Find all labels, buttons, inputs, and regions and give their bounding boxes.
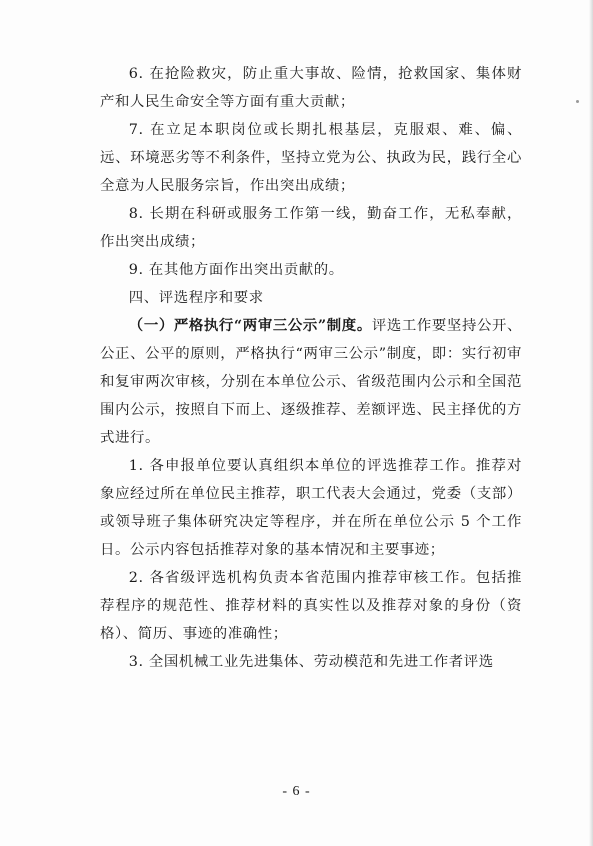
paragraph-item-6: 6. 在抢险救灾，防止重大事故、险情，抢救国家、集体财产和人民生命安全等方面有重大贡献； (100, 66, 522, 110)
subsection-body: 评选工作要坚持公开、公正、公平的原则，严格执行“两审三公示”制度，即：实行初审和复审两次审核，分别在本单位公示、省级范围内公示和全国范围内公示，按照自下而上、逐级推荐、差额评选、民主择优的方式进行。 (100, 318, 522, 446)
subsection-paragraph (100, 312, 522, 452)
procedure-item-3: 3. 全国机械工业先进集体、劳动模范和先进工作者评选 (128, 654, 494, 670)
paragraph-item-7: 7. 在立足本职岗位或长期扎根基层，克服艰、难、偏、远、环境恶劣等不利条件，坚持立党为公、执政为民，践行全心全意为人民服务宗旨，作出突出成绩； (100, 122, 522, 194)
procedure-item-2: 2. 各省级评选机构负责本省范围内推荐审核工作。包括推荐程序的规范性、推荐材料的真实性以及推荐对象的身份（资格）、简历、事迹的准确性； (100, 570, 522, 642)
page-number: - 6 - (282, 784, 311, 799)
paragraph-item-9: 9. 在其他方面作出突出贡献的。 (128, 262, 344, 278)
paragraph-item-8: 8. 长期在科研或服务工作第一线，勤奋工作，无私奉献，作出突出成绩； (100, 206, 522, 250)
scan-speck (576, 100, 579, 103)
subsection-lead: （一）严格执行“两审三公示”制度。 (128, 317, 372, 334)
section-heading: 四、评选程序和要求 (128, 290, 264, 306)
document-body (100, 60, 522, 676)
procedure-item-1: 1. 各申报单位要认真组织本单位的评选推荐工作。推荐对象应经过所在单位民主推荐，职工代表大会通过，党委（支部）或领导班子集体研究决定等程序，并在所在单位公示 5 个工作日。公示内容包括推荐对象的基本情况和主要事迹； (100, 458, 522, 558)
scan-edge-shadow (589, 0, 593, 846)
